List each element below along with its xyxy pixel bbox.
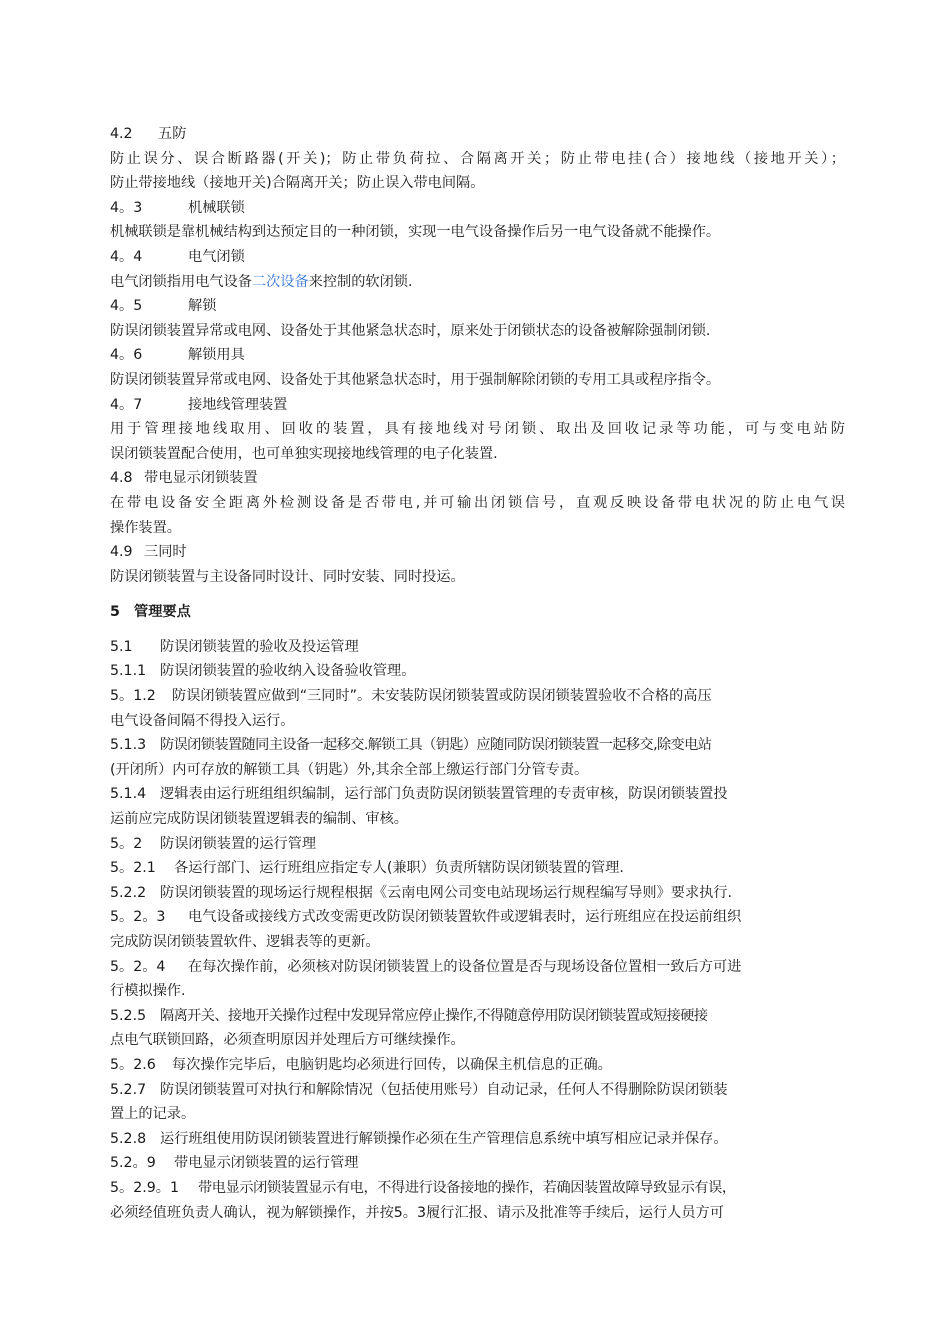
heading-4-8: 4.8 带电显示闭锁装置 bbox=[110, 470, 258, 487]
clause-5-1-2: 5。1.2 防误闭锁装置应做到“三同时”。未安装防误闭锁装置或防误闭锁装置验收不合格的高压 bbox=[110, 688, 712, 705]
heading-4-7: 4。7 接地线管理装置 bbox=[110, 396, 288, 413]
heading-4-5: 4。5 解锁 bbox=[110, 298, 217, 315]
clause-5-2-6: 5。2.6 每次操作完毕后，电脑钥匙均必须进行回传，以确保主机信息的正确。 bbox=[110, 1056, 612, 1073]
paragraph: 操作装置。 bbox=[110, 519, 181, 536]
clause-5-2-9: 5.2。9 带电显示闭锁装置的运行管理 bbox=[110, 1155, 359, 1172]
paragraph: 防误闭锁装置异常或电网、设备处于其他紧急状态时，原来处于闭锁状态的设备被解除强制闭锁. bbox=[110, 322, 711, 339]
paragraph: 防误闭锁装置异常或电网、设备处于其他紧急状态时，用于强制解除闭锁的专用工具或程序指令。 bbox=[110, 371, 721, 388]
paragraph: 防止带接地线（接地开关)合隔离开关；防止误入带电间隔。 bbox=[110, 175, 485, 192]
heading-4-9: 4.9 三同时 bbox=[110, 544, 187, 561]
clause-5-2-1: 5。2.1 各运行部门、运行班组应指定专人(兼职）负责所辖防误闭锁装置的管理. bbox=[110, 860, 624, 877]
paragraph: 必须经值班负责人确认，视为解锁操作，并按5。3履行汇报、请示及批准等手续后，运行人员方可 bbox=[110, 1204, 724, 1221]
document-body bbox=[110, 122, 845, 1225]
paragraph: 运前应完成防误闭锁装置逻辑表的编制、审核。 bbox=[110, 811, 408, 828]
paragraph: 行模拟操作. bbox=[110, 983, 186, 1000]
clause-5-1-1: 5.1.1 防误闭锁装置的验收纳入设备验收管理。 bbox=[110, 663, 416, 680]
clause-5-1-4: 5.1.4 逻辑表由运行班组组织编制，运行部门负责防误闭锁装置管理的专责审核，防误闭锁装置投 bbox=[110, 786, 728, 803]
paragraph: 误闭锁装置配合使用，也可单独实现接地线管理的电子化装置. bbox=[110, 445, 498, 462]
paragraph: 防误闭锁装置与主设备同时设计、同时安装、同时投运。 bbox=[110, 568, 465, 585]
paragraph: 置上的记录。 bbox=[110, 1106, 196, 1123]
clause-5-2-9-1: 5。2.9。1 带电显示闭锁装置显示有电，不得进行设备接地的操作，若确因装置故障导致显示有误， bbox=[110, 1179, 736, 1196]
heading-4-2: 4.2 五防 bbox=[110, 126, 187, 142]
paragraph: 用于管理接地线取用、回收的装置，具有接地线对号闭锁、取出及回收记录等功能，可与变电站防 bbox=[110, 421, 845, 438]
paragraph: 点电气联锁回路，必须查明原因并处理后方可继续操作。 bbox=[110, 1032, 465, 1049]
section-5-heading: 5 管理要点 bbox=[110, 604, 191, 621]
link-secondary-equipment[interactable]: 二次设备 bbox=[251, 273, 309, 290]
clause-5-1-3: 5.1.3 防误闭锁装置随同主设备一起移交.解锁工具（钥匙）应随同防误闭锁装置一起移交,除变电站 bbox=[110, 737, 712, 754]
clause-5-2-5: 5.2.5 隔离开关、接地开关操作过程中发现异常应停止操作,不得随意停用防误闭锁装置或短接硬接 bbox=[110, 1007, 708, 1024]
paragraph: 电气闭锁指用电气设备二次设备来控制的软闭锁. bbox=[110, 273, 413, 290]
paragraph: 防止误分、误合断路器(开关)；防止带负荷拉、合隔离开关；防止带电挂(合）接地线（接地开关）； bbox=[110, 150, 845, 167]
heading-4-4: 4。4 电气闭锁 bbox=[110, 248, 245, 265]
paragraph: 机械联锁是靠机械结构到达预定目的一种闭锁，实现一电气设备操作后另一电气设备就不能操作。 bbox=[110, 224, 721, 241]
heading-4-3: 4。3 机械联锁 bbox=[110, 199, 245, 216]
heading-4-6: 4。6 解锁用具 bbox=[110, 347, 245, 364]
paragraph: 在带电设备安全距离外检测设备是否带电,并可输出闭锁信号，直观反映设备带电状况的防止电气误 bbox=[110, 494, 845, 511]
paragraph: (开闭所）内可存放的解锁工具（钥匙）外,其余全部上缴运行部门分管专责。 bbox=[110, 761, 589, 778]
paragraph: 电气设备间隔不得投入运行。 bbox=[110, 712, 295, 729]
clause-5-2-8: 5.2.8 运行班组使用防误闭锁装置进行解锁操作必须在生产管理信息系统中填写相应记录并保存。 bbox=[110, 1130, 728, 1147]
clause-5-2-4: 5。2。4 在每次操作前，必须核对防误闭锁装置上的设备位置是否与现场设备位置相一致后方可进 bbox=[110, 958, 742, 975]
clause-5-2-2: 5.2.2 防误闭锁装置的现场运行规程根据《云南电网公司变电站现场运行规程编写导则》要求执行. bbox=[110, 884, 733, 901]
heading-5-1: 5.1 防误闭锁装置的验收及投运管理 bbox=[110, 638, 359, 655]
clause-5-2-3: 5。2。3 电气设备或接线方式改变需更改防误闭锁装置软件或逻辑表时，运行班组应在投运前组织 bbox=[110, 909, 742, 926]
clause-5-2-7: 5.2.7 防误闭锁装置可对执行和解除情况（包括使用账号）自动记录，任何人不得删除防误闭锁装 bbox=[110, 1081, 728, 1098]
heading-5-2: 5。2 防误闭锁装置的运行管理 bbox=[110, 835, 317, 852]
paragraph: 完成防误闭锁装置软件、逻辑表等的更新。 bbox=[110, 934, 380, 950]
